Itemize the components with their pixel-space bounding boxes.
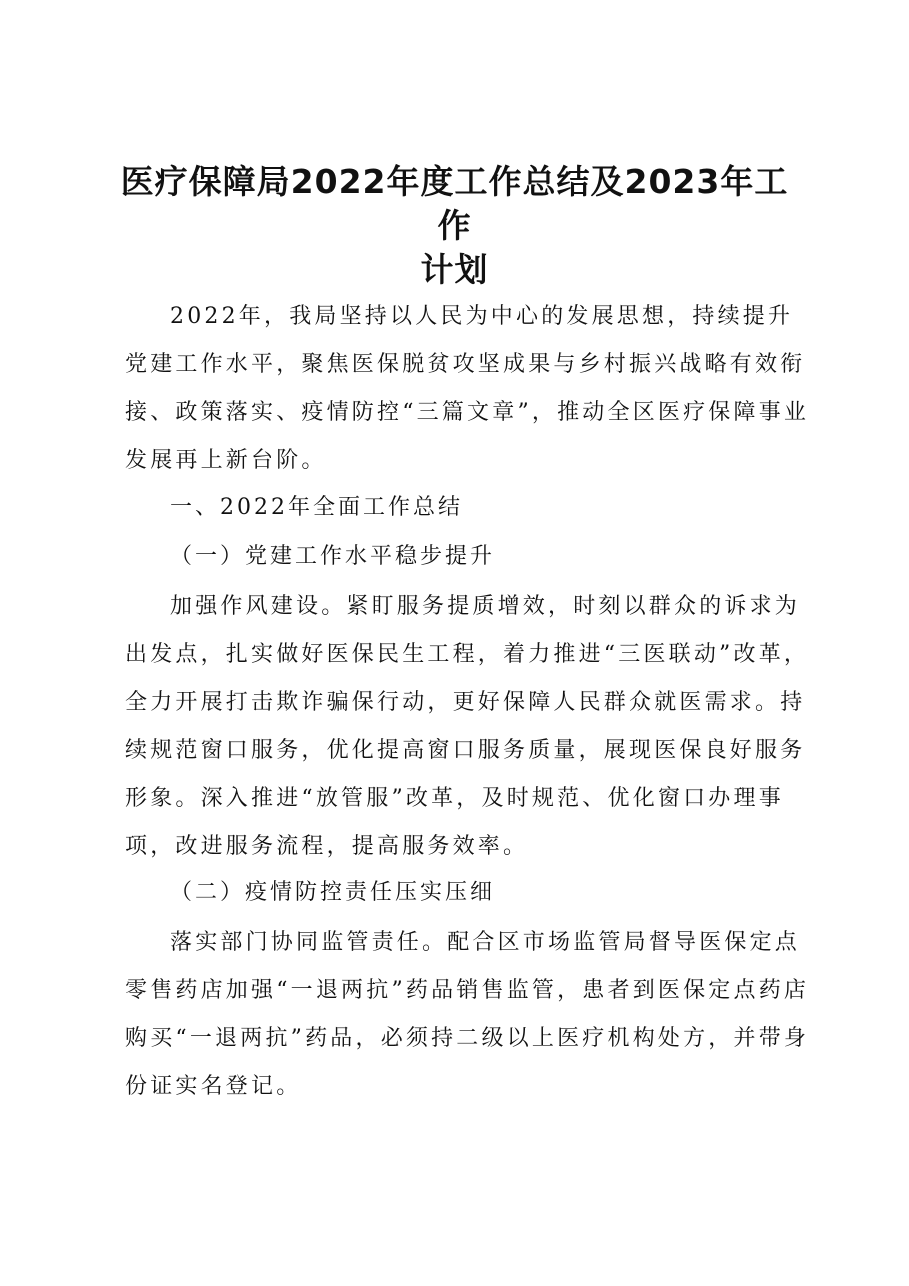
subsection-heading-party-building: （一）党建工作水平稳步提升 (170, 544, 496, 569)
document-title (110, 160, 799, 292)
subsection-heading-epidemic-control: （二）疫情防控责任压实压细 (170, 880, 496, 905)
intro-paragraph: 2022年，我局坚持以人民为中心的发展思想，持续提升党建工作水平，聚焦医保脱贫攻坚成果与乡村振兴战略有效衔接、政策落实、疫情防控“三篇文章”，推动全区医疗保障事业发展再上新台阶。 (125, 304, 810, 473)
epidemic-control-paragraph: 落实部门协同监管责任。配合区市场监管局督导医保定点零售药店加强“一退两抗”药品销售监管，患者到医保定点药店购买“一退两抗”药品，必须持二级以上医疗机构处方，并带身份证实名登记。 (125, 930, 810, 1099)
section-heading-summary: 一、2022年全面工作总结 (170, 495, 463, 520)
party-building-paragraph: 加强作风建设。紧盯服务提质增效，时刻以群众的诉求为出发点，扎实做好医保民生工程，着力推进“三医联动”改革，全力开展打击欺诈骗保行动，更好保障人民群众就医需求。持续规范窗口服务，优化提高窗口服务质量，展现医保良好服务形象。深入推进“放管服”改革，及时规范、优化窗口办理事项，改进服务流程，提高服务效率。 (125, 594, 810, 859)
title-line-1: 医疗保障局2022年度工作总结及2023年工作 (120, 162, 789, 245)
title-line-2: 计划 (420, 250, 489, 289)
